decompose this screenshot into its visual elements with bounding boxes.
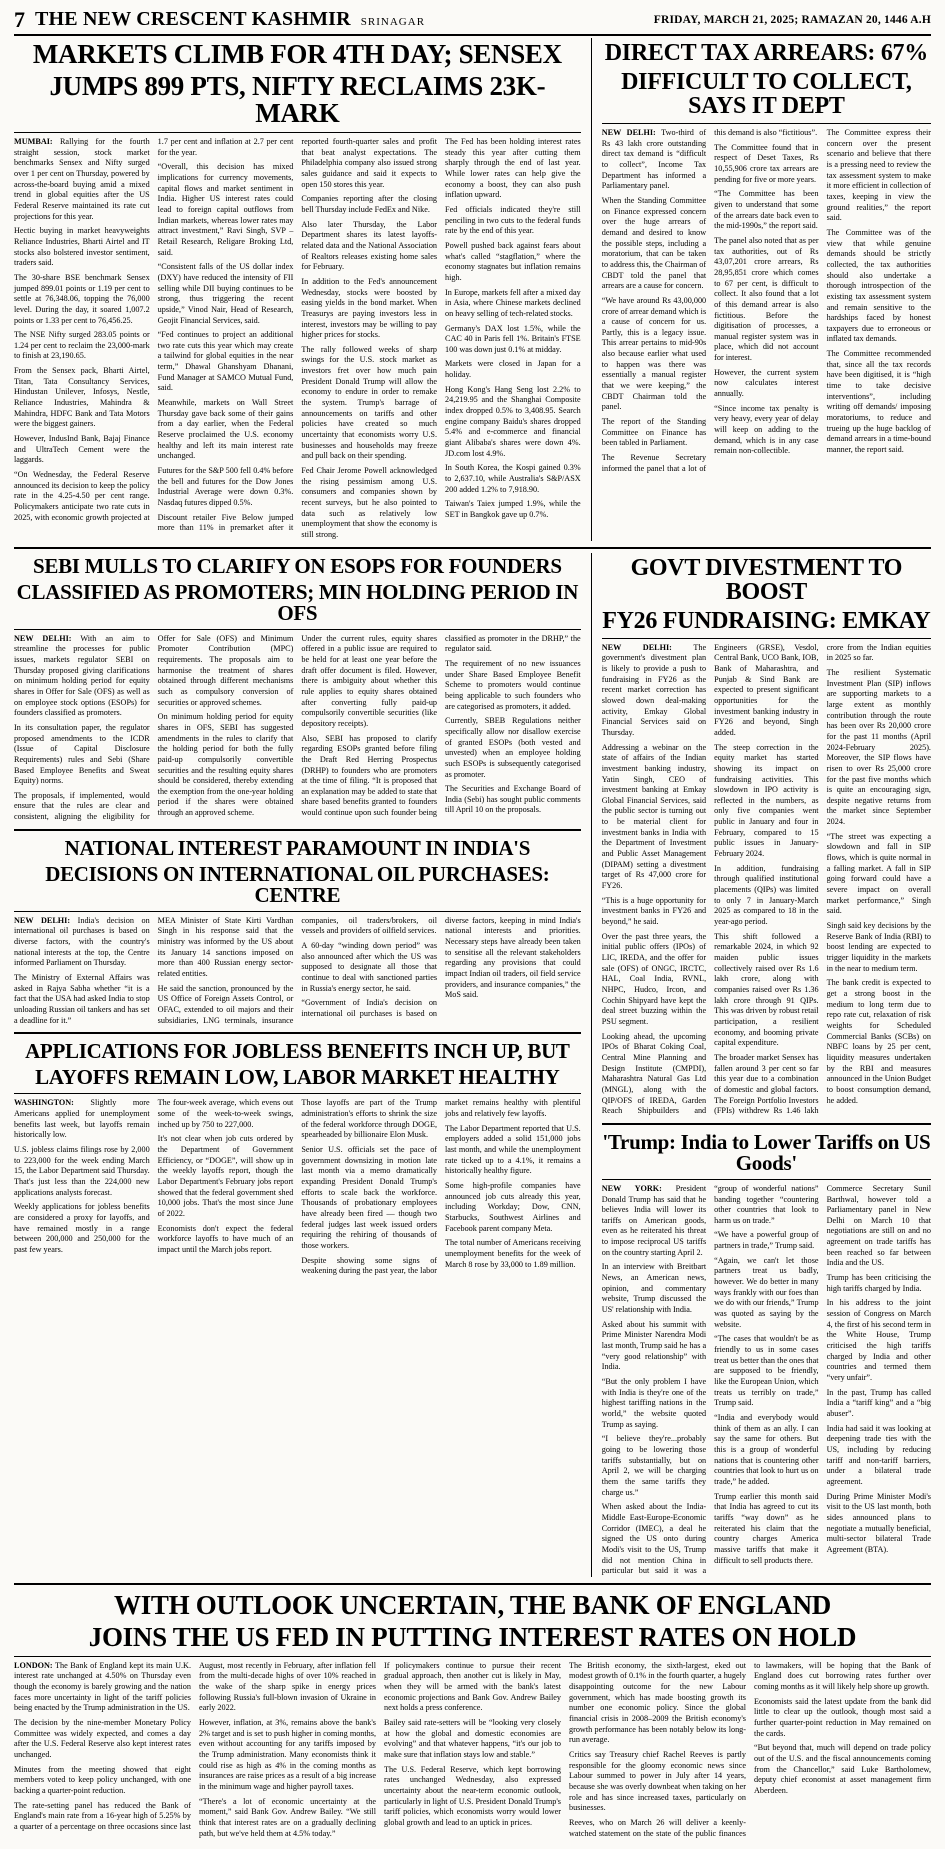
paragraph: The 30-share BSE benchmark Sensex jumped 899.01 points or 1.19 per cent to settle at 76,348.06, topping the 76,000 level. During the day, it soared 1,007.2 points or 1.33 per cent to 76,456.25. <box>14 272 150 325</box>
paragraph: From the Sensex pack, Bharti Airtel, Titan, Tata Consultancy Services, Hindustan Unilever, Infosys, Nestle, Reliance Industries, Mahindra & Mahindra, HDFC Bank and Tata Motors were the biggest gainers. <box>14 366 150 429</box>
paper-city: SRINAGAR <box>360 16 426 28</box>
paragraph: Some high-profile companies have announced job cuts already this year, including Workday; Dow, CNN, Starbucks, Southwest Airlines and Facebook parent company Meta. <box>445 1180 581 1233</box>
right-column-stack <box>602 553 931 1577</box>
paragraph: “Overall, this decision has mixed implications for currency movements, capital flows and market sentiment in India. Higher US interest rates could lead to foreign capital outflows from Indian markets, whereas lower rates may attract investment,” Ravi Singh, SVP – Retail Research, Religare Broking Ltd, said. <box>157 162 294 257</box>
paragraph: In addition, fundraising through qualified institutional placements (QIPs) was limited to only 7 in January-March 2025 as compared to 18 in the year-ago period. <box>714 863 819 927</box>
paragraph: “But the only problem I have with India is they're one of the highest tariffing nations in the world,” the website quoted Trump as saying. <box>601 1377 707 1429</box>
paragraph: NEW DELHI: India's decision on international oil purchases is based on diverse factors, with the country's national interests at the top, the Centre informed Parliament on Thursday. <box>14 915 150 968</box>
paragraph: India had said it was looking at deepening trade ties with the US, including by reducing tariff and non-tariff barriers, under a bilateral trade agreement. <box>826 1423 931 1486</box>
jobless-headline-line1: APPLICATIONS FOR JOBLESS BENEFITS INCH UP, BUT <box>25 1039 570 1064</box>
paragraph: Senior U.S. officials set the pace of government downsizing in motion late last month via a memo dramatically expanding President Donald Trump's efforts to scale back the workforce. Thousands of probationary employees have already been fired — though two federal judges last week issued orders requiring the rehiring of thousands of those workers. <box>301 1144 438 1250</box>
paper-title: THE NEW CRESCENT KASHMIR <box>35 8 351 30</box>
paragraph: The resilient Systematic Investment Plan (SIP) inflows are supporting markets to a large extent as monthly contribution through the route has been over Rs 20,000 crore for the past 11 months (April 2024-February 2025). Moreover, the SIP flows have risen to over Rs 25,000 crore for the past five months which is quite an encouraging sign, despite negative returns from the market since September 2024. <box>826 667 931 827</box>
paragraph: Minutes from the meeting showed that eight members voted to keep policy unchanged, with one backing a quarter-point reduction. <box>14 1764 191 1796</box>
paragraph: Fed Chair Jerome Powell acknowledged the rising pessimism among U.S. consumers and companies shown by recent surveys, but he also pointed to data such as relatively low unemployment that show the economy is still strong. <box>301 466 438 539</box>
sebi-article <box>14 553 581 1577</box>
oil-body <box>14 912 581 1027</box>
paragraph: The four-week average, which evens out some of the week-to-week swings, inched up by 750 to 227,000. <box>157 1098 294 1129</box>
paragraph: Reeves, who on March 26 will deliver a keenly-watched statement on the state of the public finances to lawmakers, will be hoping that the Bank of England does cut borrowing rates further over coming months as it will likely help shore up growth. <box>569 1660 931 1838</box>
paragraph: Also later Thursday, the Labor Department shares its latest layoffs-related data and the National Association of Realtors releases existing home sales for February. <box>301 219 438 272</box>
paragraph: NEW DELHI: Two-third of Rs 43 lakh crore outstanding direct tax demand is “difficult to collect”, Income Tax Department has informed a Parliamentary panel. <box>601 128 707 191</box>
paragraph: The rally followed weeks of sharp swings for the U.S. stock market as investors fret over how much pain President Donald Trump will allow the economy to endure in order to remake the system. Trump's barrage of announcements on tariffs and other policies have created so much uncertainty that economists worry U.S. businesses and households may freeze and pull back on their spending. <box>301 344 438 461</box>
oil-headline-line1: NATIONAL INTEREST PARAMOUNT IN INDIA'S <box>64 835 531 860</box>
paragraph: Discount retailer Five Below jumped more than 11% in premarket after it reported fourth-quarter sales and profit that beat analyst expectations. The Philadelphia company also issued strong sales guidance and said it expects to open 150 stores this year. <box>157 137 438 533</box>
paragraph: Commerce Secretary Sunil Barthwal, however told a Parliamentary panel in New Delhi on March 10 that negotiations are still on and no agreement on trade tariffs has been reached so far between India and the US. <box>826 1183 931 1268</box>
paragraph: Critics say Treasury chief Rachel Reeves is partly responsible for the gloomy economic news since Labour summed to power in July after 14 years, because she was overly downbeat when taking on her role and has since increased taxes, particularly on businesses. <box>569 1750 746 1813</box>
boe-headline-line2: JOINS THE US FED IN PUTTING INTEREST RATES ON HOLD <box>88 1621 857 1652</box>
paragraph: NEW DELHI: The government's divestment plan is likely to provide a push to fundraising in FY26 as the recent market correction has slowed down deal-making activity, Emkay Global Financial Services said on Thursday. <box>601 642 707 737</box>
paragraph: In Europe, markets fell after a mixed day in Asia, where Chinese markets declined on heavy selling of tech-related stocks. <box>445 287 581 318</box>
paragraph: The British economy, the sixth-largest, eked out modest growth of 0.1% in the fourth quarter, a hugely disappointing outcome for the new Labour government, which has made boosting growth its number one economic policy. Since the global financial crisis in 2008–2009 the British economy's growth performance has been notably below its long-run average. <box>569 1660 746 1745</box>
paragraph: Asked about his summit with Prime Minister Narendra Modi last month, Trump said he has a “very good relationship” with India. <box>601 1319 707 1372</box>
markets-headline-line2: JUMPS 899 PTS, NIFTY RECLAIMS 23K-MARK <box>49 71 546 128</box>
paragraph: “We have a powerful group of partners in trade,” Trump said. <box>714 1230 819 1251</box>
oil-article <box>14 831 581 1027</box>
paragraph: In its consultation paper, the regulator proposed amendments to the ICDR (Issue of Capital Disclosure Requirements) rules and Sebi (Share Based Employee Benefits and Sweat Equity) norms. <box>14 722 150 786</box>
paragraph: The Committee was of the view that while genuine demands should be strictly collected, the tax authorities should also undertake a thorough introspection of the existing tax assessment system and remain sensitive to the hardships faced by honest taxpayers due to erroneous or inflated tax demands. <box>826 227 931 344</box>
direct-tax-article <box>602 38 931 541</box>
date-line: FRIDAY, MARCH 21, 2025; RAMAZAN 20, 1446 A.H <box>653 13 931 26</box>
paragraph: The Labor Department reported that U.S. employers added a solid 151,000 jobs last month, and while the unemployment rate ticked up to a 4.1%, it remains a historically healthy figure. <box>445 1123 581 1176</box>
paragraph: Hong Kong's Hang Seng lost 2.2% to 24,219.95 and the Shanghai Composite index dropped 0.5% to 3,408.95. Search engine company Baidu's shares dropped 5.4% and e-commerce and financial giant Alibaba's shares were down 4%. JD.com lost 4.9%. <box>445 384 581 458</box>
paragraph: Currently, SBEB Regulations neither specifically allow nor disallow exercise of granted ESOPs (both vested and unvested) when an employee holding such ESOPs is subsequently categorised as promoter. <box>445 716 581 779</box>
jobless-article <box>14 1034 581 1277</box>
top-row <box>14 38 931 541</box>
emkay-body <box>602 639 931 1117</box>
paragraph: Bailey said rate-setters will be “looking very closely at how the global and domestic economies are evolving” and that whatever happens, “it's our job to make sure that inflation stays low and stable.” <box>384 1718 561 1760</box>
paragraph: Economists said the latest update from the bank did little to clear up the outlook, though most said a further quarter-point reduction in May remained on the cards. <box>754 1696 931 1738</box>
paragraph: Weekly applications for jobless benefits are considered a proxy for layoffs, and have remained mostly in a range between 200,000 and 250,000 for the past few years. <box>14 1202 150 1254</box>
paragraph: Over the past three years, the initial public offers (IPOs) of LIC, IREDA, and the offer for sale (OFS) of ONGC, IRCTC, HAL, Coal India, RVNL, NHPC, Hudco, Ircon, and Cochin Shipyard have kept the deal street buzzing within the PSU segment. <box>601 931 707 1026</box>
boe-article <box>14 1585 931 1840</box>
jobless-body <box>14 1094 581 1277</box>
markets-article <box>14 38 581 541</box>
paragraph: The proposals, if implemented, would ensure that the rules are clear and consistent, aligning the eligibility for Offer for Sale (OFS) and Minimum Promoter Contribution (MPC) requirements. The proposals aim to harmonise the treatment of shares obtained through different mechanisms such as compulsory conversion of securities or approved schemes. <box>14 633 294 822</box>
sebi-headline-line2: CLASSIFIED AS PROMOTERS; MIN HOLDING PERIOD IN OFS <box>16 579 579 625</box>
markets-headline-line1: MARKETS CLIMB FOR 4TH DAY; SENSEX <box>32 39 562 69</box>
paragraph: When the Standing Committee on Finance expressed concern over the huge arrears of demand and desired to know the possible steps, including a moratorium, that can be taken to address this, the Chairman of CBDT told the panel that arrears are a cause for concern. <box>601 195 707 291</box>
paragraph: Fed officials indicated they're still penciling in two cuts to the federal funds rate by the end of this year. <box>445 204 581 236</box>
paragraph: “Again, we can't let those partners treat us badly, however. We do better in many ways frankly with our foes than we do with our friends,” Trump was quoted as saying by the website. <box>714 1255 819 1329</box>
paragraph: During Prime Minister Modi's visit to the US last month, both sides announced plans to negotiate a mutually beneficial, multi-sector bilateral Trade Agreement (BTA). <box>826 1491 931 1554</box>
sebi-body <box>14 630 581 823</box>
oil-headline-line2: DECISIONS ON INTERNATIONAL OIL PURCHASES: CENTRE <box>45 861 550 907</box>
paragraph: Under the current rules, equity shares offered in a public issue are required to be held for at least one year before the draft offer document is filed. However, there is ambiguity about whether this rule applies to equity shares obtained after converting fully paid-up compulsorily convertible securities (like depository receipts). <box>301 633 438 728</box>
paragraph: The steep correction in the equity market has started showing its impact on fundraising activities. This slowdown in IPO activity is reflected in the numbers, as only five companies went public in January and four in February, compared to 15 public issues in January-February 2024. <box>714 742 819 859</box>
paragraph: The report of the Standing Committee on Finance has been tabled in Parliament. <box>601 417 707 448</box>
paragraph: Singh said key decisions by the Reserve Bank of India (RBI) to boost lending are expected to trigger liquidity in the markets in the near to medium term. <box>826 921 931 973</box>
paragraph: NEW YORK: President Donald Trump has said that he believes India will lower its tariffs on American goods, even as he reiterated his threat to impose reciprocal US tariffs on the country starting April 2. <box>601 1183 707 1257</box>
paragraph: WASHINGTON: Slightly more Americans applied for unemployment benefits last week, but layoffs remain historically low. <box>14 1098 150 1140</box>
paragraph: A 60-day “winding down period” was also announced after which the US was supposed to designate all those that continue to deal with sanctioned parties in Russia's energy sector, he said. <box>301 941 438 993</box>
paragraph: The broader market Sensex has fallen around 3 per cent so far this year due to a combination of domestic and global factors. The Foreign Portfolio Investors (FPIs) withdrew Rs 1.46 lakh crore from the Indian equities in 2025 so far. <box>714 642 931 1116</box>
paragraph: “Government of India's decision on international oil purchases is based on diverse factors, keeping in mind India's national interests and priorities. Necessary steps have already been taken to sensitise all the relevant stakeholders regarding any provisions that could impact Indian oil traders, oil field service providers, and insurance companies,” the MoS said. <box>301 915 581 1019</box>
emkay-article <box>602 556 931 1117</box>
paragraph: This shift followed a remarkable 2024, in which 92 maiden public issues collectively raised over Rs 1.6 lakh crore, along with companies raised over Rs 1.36 lakh crore through 91 QIPs. This was driven by robust retail participation, a resilient economy, and booming private capital expenditure. <box>714 931 819 1048</box>
paragraph: Companies reporting after the closing bell Thursday include FedEx and Nike. <box>301 194 438 214</box>
paragraph: The Ministry of External Affairs was asked in Rajya Sabha whether “it is a fact that the USA had asked India to stop unloading Russian oil tankers and has set a deadline for it.” <box>14 973 150 1025</box>
paragraph: MUMBAI: Rallying for the fourth straight session, stock market benchmarks Sensex and Nifty surged over 1 per cent on Thursday, powered by across-the-board buying amid a mixed trend in global equities after the US Federal Reserve maintained its rate cut projections for this year. <box>14 137 150 221</box>
paragraph: Trump has been criticising the high tariffs charged by India. <box>826 1273 931 1293</box>
paragraph: The total number of Americans receiving unemployment benefits for the week of March 8 rose by 33,000 to 1.89 million. <box>445 1238 581 1269</box>
jobless-headline-line2: LAYOFFS REMAIN LOW, LABOR MARKET HEALTHY <box>35 1065 560 1090</box>
paragraph: The Fed has been holding interest rates steady this year after cutting them sharply through the end of last year. While lower rates can help give the economy a boost, they can also push inflation upward. <box>445 137 581 200</box>
paragraph: Hectic buying in market heavyweights Reliance Industries, Bharti Airtel and IT stocks also bolstered investor sentiment, traders said. <box>14 226 150 268</box>
paragraph: The U.S. Federal Reserve, which kept borrowing rates unchanged Wednesday, also expressed uncertainty about the near-term economic outlook, particularly in light of U.S. President Donald Trump's tariff policies, which economists worry would lower global growth and lead to an uptick in prices. <box>384 1764 561 1827</box>
boe-body <box>14 1657 931 1840</box>
paragraph: “On Wednesday, the Federal Reserve announced its decision to keep the policy rate in the 4.25-4.50 per cent range. Policymakers anticipate two rate cuts in 2025, with economic growth projected at 1.7 per cent and inflation at 2.7 per cent for the year. <box>14 137 294 522</box>
paragraph: “India and everybody would think of them as an ally. I can say the same for others. But this is a group of wonderful nations that is countering other countries that look to hurt us on trade,” he added. <box>714 1412 819 1486</box>
sebi-headline-line1: SEBI MULLS TO CLARIFY ON ESOPS FOR FOUNDERS <box>32 553 562 578</box>
paragraph: “I believe they're...probably going to be lowering those tariffs substantially, but on April 2, we will be charging them the same tariffs they charge us.” <box>601 1434 707 1497</box>
paragraph: “This is a huge opportunity for investment banks in FY26 and beyond,” he said. <box>601 895 707 927</box>
paragraph: The Committee recommended that, since all the tax records have been digitised, it is “high time to take decisive interventions”, including writing off demands/ imposing moratoriums, to reduce and trueing up the huge backlog of demand arrears in a time-bound manner, the report said. <box>826 349 931 455</box>
paragraph: He said the sanction, pronounced by the US Office of Foreign Assets Control, or OFAC, extended to oil majors and their subsidiaries, LNG terminals, insurance companies, oil traders/brokers, oil vessels and providers of oilfield services. <box>157 915 438 1025</box>
paragraph: The NSE Nifty surged 283.05 points or 1.24 per cent to reclaim the 23,000-mark to finish at 23,190.65. <box>14 330 150 361</box>
paragraph: The decision by the nine-member Monetary Policy Committee was widely expected, and comes a day after the U.S. Federal Reserve also kept interest rates unchanged. <box>14 1718 191 1760</box>
paragraph: Looking ahead, the upcoming IPOs of Bharat Coking Coal, Central Mine Planning and Design Institute (CMPDI), Maharashtra Natural Gas Ltd (MNGL), along with the QIP/OFS of IREDA, Garden Reach Shipbuilders and Engineers (GRSE), Vesdol, Central Bank, UCO Bank, IOB, Bank of Maharashtra, and Punjab & Sind Bank are expected to present significant opportunities for the investment banking industry in FY26 and beyond, Singh added. <box>601 642 819 1116</box>
paragraph: LONDON: The Bank of England kept its main U.K. interest rate unchanged at 4.50% on Thursday even though the economy is barely growing and the nation faces more uncertainty in light of the tariff policies being enacted by the Trump administration in the US. <box>14 1660 191 1713</box>
paragraph: The Committee express their concern over the present scenario and believe that there is a pressing need to review the tax assessment system to make it more efficient in collection of taxes, keeping in view the ground realities,” the report said. <box>826 128 931 223</box>
paragraph: The rate-setting panel has reduced the Bank of England's main rate from a 16-year high of 5.25% by a quarter of a percentage on three occasions since last August, most recently in February, after inflation fell from the multi-decade highs of over 10% reached in the wake of the sharp spike in energy prices following Russia's full-blown invasion of Ukraine in early 2022. <box>14 1660 376 1831</box>
paragraph: In addition to the Fed's announcement Wednesday, stocks were boosted by easing yields in the bond market. When Treasurys are paying investors less in interest, investors may be willing to pay higher prices for stocks. <box>301 276 438 340</box>
paragraph: Also, SEBI has proposed to clarify regarding ESOPs granted before filing the Draft Red Herring Prospectus (DRHP) to founders who are promoters at the time of filing. “It is proposed that an explanation may be added to state that share based benefits granted to founders would continue upon such founder being classified as promoter in the DRHP,” the regulator said. <box>301 633 581 818</box>
paragraph: Addressing a webinar on the state of affairs of the Indian investment banking industry, Yatin Singh, CEO of investment banking at Emkay Global Financial Services, said the public sector is turning out to be material client for investment banks in India with the Department of Investment and Public Asset Management (DIPAM) setting a divestment target of Rs 47,000 crore for FY26. <box>601 742 707 891</box>
trump-headline: 'Trump: India to Lower Tariffs on US Goods' <box>602 1129 931 1175</box>
markets-body <box>14 133 581 541</box>
paragraph: However, IndusInd Bank, Bajaj Finance and UltraTech Cement were the laggards. <box>14 434 150 465</box>
emkay-headline-line1: GOVT DIVESTMENT TO BOOST <box>630 554 903 605</box>
boe-headline-line1: WITH OUTLOOK UNCERTAIN, THE BANK OF ENGLAND <box>114 1589 831 1620</box>
paragraph: “Since income tax penalty is very heavy, every year of delay will keep on adding to the demand, which is in any case remain non-collectible. <box>714 403 819 456</box>
masthead <box>14 8 931 36</box>
paragraph: Despite showing some signs of weakening during the past year, the labor market remains healthy with plentiful jobs and relatively few layoffs. <box>301 1098 581 1276</box>
second-row <box>14 549 931 1577</box>
paragraph: However, the current system now calculates interest annually. <box>714 367 819 399</box>
direct-tax-headline-line2: DIFFICULT TO COLLECT, SAYS IT DEPT <box>621 69 912 119</box>
direct-tax-headline-line1: DIRECT TAX ARREARS: 67% <box>604 40 928 66</box>
paragraph: Meanwhile, markets on Wall Street Thursday gave back some of their gains from a day earlier, when the Federal Reserve proclaimed the U.S. economy healthy and left its main interest rate unchanged. <box>157 398 294 461</box>
paragraph: The bank credit is expected to get a strong boost in the medium to long term due to repo rate cut, relaxation of risk weights for Scheduled Commercial Banks (SCBs) on NBFC loans by 25 per cent, liquidity measures undertaken by the RBI and measures announced in the Union Budget to boost consumption demand, he added. <box>826 978 931 1105</box>
paragraph: The panel also noted that as per tax authorities, out of Rs 43,07,201 crore arrears, Rs 28,95,851 crore which comes to 67 per cent, is difficult to collect. It also found that a lot of this demand arrear is also fictitious. Before the digitisation of processes, a manual register system was in place, which did not account for interest. <box>714 235 819 363</box>
column-divider <box>591 38 592 541</box>
paragraph: NEW DELHI: With an aim to streamline the processes for public issues, markets regulator SEBI on Thursday proposed giving clarifications on minimum holding period for equity shares in Offer for Sale (OFS) as well as on employee stock options (ESOPs) for founders classified as promoters. <box>14 633 150 718</box>
paragraph: Economists don't expect the federal workforce layoffs to have much of an impact until the March jobs report. <box>157 1223 294 1254</box>
paragraph: When asked about the India-Middle East-Europe-Economic Corridor (IMEC), a deal he signed the US onto during Modi's visit to the US, Trump did not mention China in particular but said it was a “group of wonderful nations” banding together “countering other countries that look to harm us on trade.” <box>601 1183 819 1576</box>
paragraph: It's not clear when job cuts ordered by the Department of Government Efficiency, or “DOGE”, will show up in the weekly layoffs report, though the Labor Department's February jobs report showed that the federal government shed 10,000 jobs. That's the most since June of 2022. <box>157 1134 294 1218</box>
paragraph: Taiwan's Taiex jumped 1.9%, while the SET in Bangkok gave up 0.7%. <box>445 499 581 519</box>
paragraph: However, inflation, at 3%, remains above the bank's 2% target and is set to push higher in coming months, even without accounting for any tariffs imposed by the Trump administration. Many economists think it could rise as high as 4% in the coming months as insurances are raise prices as a result of a big increase in the minimum wage and higher payroll taxes. <box>199 1718 376 1792</box>
paragraph: If policymakers continue to pursue their recent gradual approach, then another cut is likely in May, when they will be armed with the bank's latest economic projections and Bank Gov. Andrew Bailey next holds a press conference. <box>384 1660 561 1713</box>
paragraph: On minimum holding period for equity shares in OFS, SEBI has suggested amendments in the rules to clarify that the holding period for both the fully paid-up compulsorily convertible securities and the resulting equity shares should be considered, thereby extending the exemption from the one-year holding period if the shares were obtained through an approved scheme. <box>157 712 294 818</box>
paragraph: Trump earlier this month said that India has agreed to cut its tariffs “way down” as he reiterated his claim that the country charges America massive tariffs that make it difficult to sell products there. <box>714 1491 819 1565</box>
paragraph: “We have around Rs 43,00,000 crore of arrear demand which is a cause of concern for us. Partly, this is a legacy issue. This arrear pertains to mid-90s also because earlier what used to happen was there was essentially a manual register that we were keeping,” the CBDT Chairman told the panel. <box>601 295 707 412</box>
paragraph: “Consistent falls of the US dollar index (DXY) have reduced the intensity of FII selling while DII buying continues to be strong, thus triggering the recent upside,” Vinod Nair, Head of Research, Geojit Financial Services, said. <box>157 262 294 325</box>
trump-article <box>602 1125 931 1577</box>
paragraph: “The cases that wouldn't be as friendly to us in some cases treat us better than the ones that are supposed to be friendly, like the European Union, which treats us terribly on trade,” Trump said. <box>714 1334 819 1408</box>
paragraph: The Securities and Exchange Board of India (Sebi) has sought public comments till April 10 on the proposals. <box>445 784 581 815</box>
paragraph: “The street was expecting a slowdown and fall in SIP flows, which is quite normal in a falling market. A fall in SIP going forward could have a severe impact on overall market performance,” Singh said. <box>826 831 931 916</box>
paragraph: Germany's DAX lost 1.5%, while the CAC 40 in Paris fell 1%. Britain's FTSE 100 was down just 0.1% at midday. <box>445 323 581 354</box>
paragraph: MEA Minister of State Kirti Vardhan Singh in his response said that the ministry was informed by the US about its January 14 sanctions imposed on more than 400 Russian energy sector-related entities. <box>157 915 294 979</box>
trump-body <box>602 1180 931 1577</box>
paragraph: Powell pushed back against fears about what's called “stagflation,” where the economy stagnates but inflation remains high. <box>445 240 581 282</box>
paragraph: Those layoffs are part of the Trump administration's efforts to shrink the size of the federal workforce through DOGE, spearheaded by billionaire Elon Musk. <box>301 1098 438 1140</box>
direct-tax-body <box>602 124 931 474</box>
paragraph: In South Korea, the Kospi gained 0.3% to 2,637.10, while Australia's S&P/ASX 200 added 1.2% to 7,918.90. <box>445 463 581 494</box>
paragraph: U.S. jobless claims filings rose by 2,000 to 223,000 for the week ending March 15, the Labor Department said Thursday. That's just less than the 224,000 new applications analysts forecast. <box>14 1144 150 1197</box>
paragraph: Futures for the S&P 500 fell 0.4% before the bell and futures for the Dow Jones Industrial Average were down 0.3%. Nasdaq futures dipped 0.5%. <box>157 466 294 507</box>
column-divider <box>591 553 592 1577</box>
paragraph: “But beyond that, much will depend on trade policy out of the U.S. and the fiscal announcements coming from the Chancellor,” said Luke Bartholomew, deputy chief economist at asset management firm Aberdeen. <box>754 1743 931 1796</box>
page-number: 7 <box>14 6 25 32</box>
paragraph: The Revenue Secretary informed the panel that a lot of this demand is also “fictitious”. <box>601 128 818 473</box>
paragraph: In an interview with Breitbart News, an American news, opinion, and commentary website, Trump discussed the US' relationship with India. <box>601 1262 707 1315</box>
paragraph: “The Committee has been given to understand that some of the arrears date back even to the mid-1990s,” the report said. <box>714 189 819 231</box>
paragraph: “Fed continues to project an additional two rate cuts this year which may create a tailwind for global equities in the near term,” Dhawal Ghanshyam Dhanani, Fund Manager at SAMCO Mutual Fund, said. <box>157 330 294 393</box>
paragraph: The requirement of no new issuances under Share Based Employee Benefit Scheme to promoters would continue being applicable to such founders who are categorised as promoters, it added. <box>445 658 581 711</box>
paragraph: In the past, Trump has called India a “tariff king” and a “big abuser”. <box>826 1387 931 1418</box>
paragraph: Markets were closed in Japan for a holiday. <box>445 359 581 380</box>
emkay-headline-line2: FY26 FUNDRAISING: EMKAY <box>602 607 931 634</box>
paragraph: “There's a lot of economic uncertainty at the moment,” said Bank Gov. Andrew Bailey. “We still think that interest rates are on a gradually declining path, but we've held them at 4.5% today.” <box>199 1796 376 1838</box>
paragraph: The Committee found that in respect of Deset Taxes, Rs 10,55,906 crore tax arrears are pending for five or more years. <box>714 142 819 184</box>
paragraph: In his address to the joint session of Congress on March 4, the first of his second term in the White House, Trump criticised the high tariffs charged by India and other countries and termed them “very unfair”. <box>826 1298 931 1382</box>
